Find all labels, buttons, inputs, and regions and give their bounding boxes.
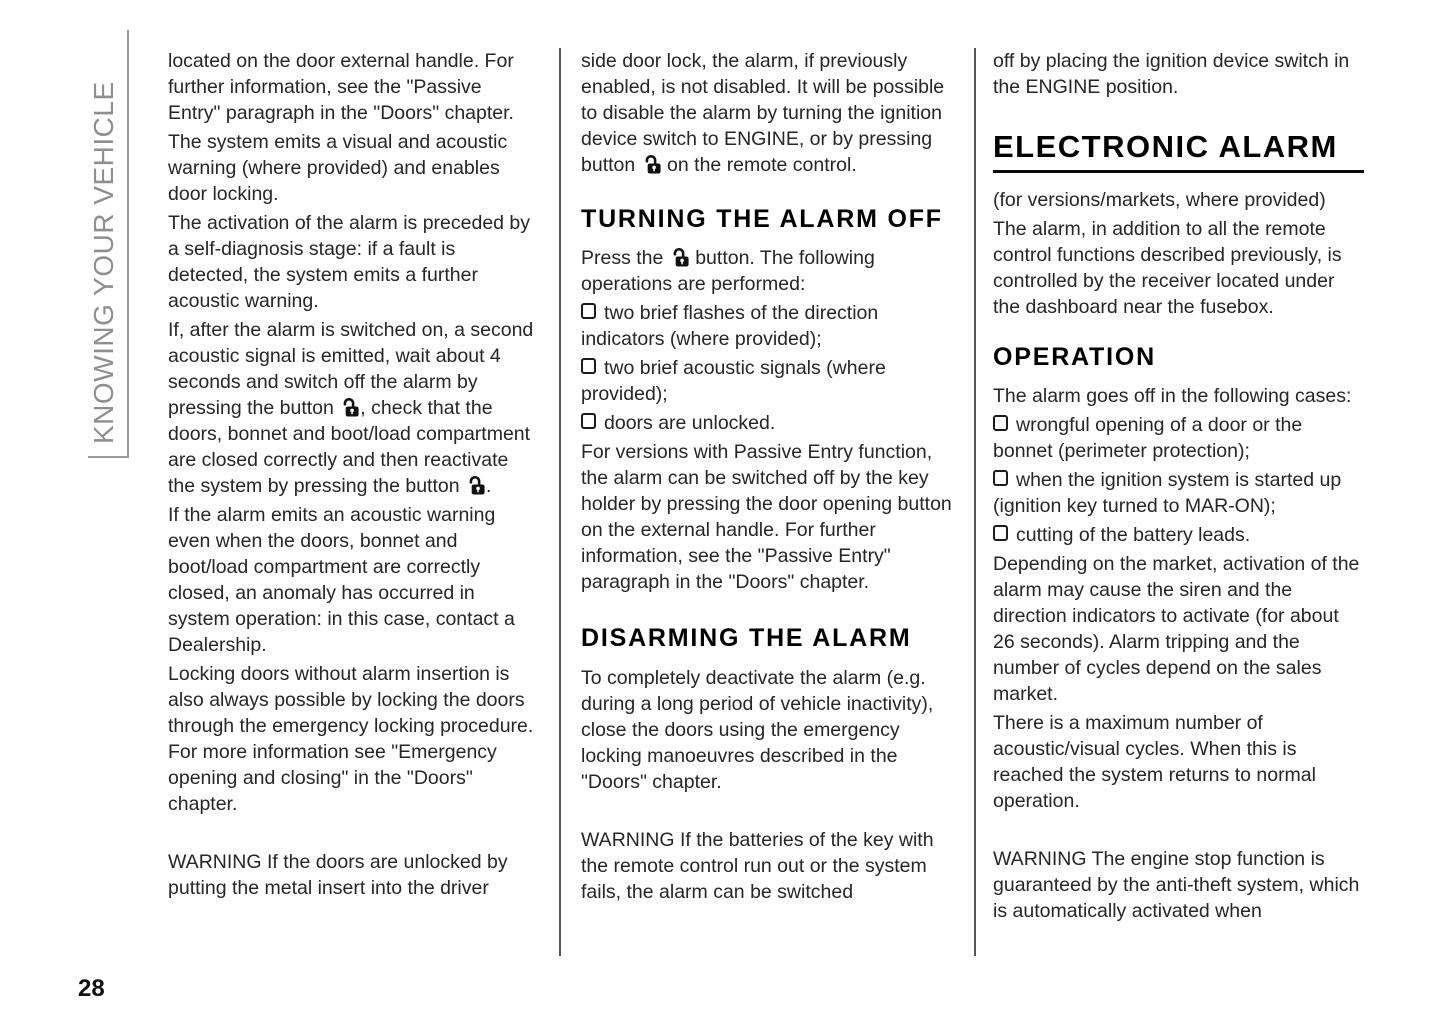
square-bullet-icon (581, 303, 596, 319)
unlock-icon (339, 396, 360, 418)
paragraph: The alarm, in addition to all the remote control functions described previously, is controlled by the receiver located under the dashboard near the fusebox. (993, 218, 1342, 319)
text-segment: , check that the doors, bonnet and boot/load compartment are closed correctly and then reactivate the system by pressing the button (168, 397, 531, 497)
bullet-item (581, 300, 952, 352)
paragraph: To completely deactivate the alarm (e.g. during a long period of vehicle inactivity), close the doors using the emergency locking manoeuvres described in the "Doors" chapter. (581, 666, 934, 793)
section-heading-operation: OPERATION (993, 343, 1156, 372)
column-divider (974, 48, 976, 956)
page-number: 28 (78, 975, 105, 1002)
section-heading-electronic-alarm: ELECTRONIC ALARM (993, 130, 1364, 173)
bullet-text: cutting of the battery leads. (1016, 524, 1251, 547)
bullet-text: wrongful opening of a door or the bonnet (perimeter protection); (993, 414, 1303, 463)
text-segment: button. The following operations are performed: (581, 247, 875, 296)
text-segment: Press the (581, 247, 669, 270)
bullet-item (581, 355, 952, 407)
text-segment: on the remote control. (661, 154, 857, 176)
paragraph (581, 245, 952, 297)
paragraph (168, 317, 539, 499)
text-segment: . (486, 475, 492, 497)
square-bullet-icon (581, 358, 596, 374)
bullet-item (581, 410, 952, 436)
bullet-text: two brief flashes of the direction indicators (where provided); (581, 302, 879, 351)
unlock-icon (641, 153, 662, 175)
paragraph: If the alarm emits an acoustic warning even when the doors, bonnet and boot/load compartment are correctly closed, an anomaly has occurred in system operation: in this case, contact a Dealership. (168, 504, 515, 656)
warning-note: WARNING If the batteries of the key with the remote control run out or the system fails, the alarm can be switched (581, 828, 934, 903)
bullet-item (993, 412, 1364, 464)
text-segment: If, after the alarm is switched on, a second acoustic signal is emitted, wait about 4 seconds and switch off the alarm by pressing the button (168, 319, 534, 419)
section-heading-turning-alarm-off: TURNING THE ALARM OFF (581, 205, 943, 233)
section-heading-disarming-alarm: DISARMING THE ALARM (581, 624, 912, 653)
square-bullet-icon (993, 470, 1008, 486)
unlock-icon (669, 246, 690, 268)
paragraph: (for versions/markets, where provided) (993, 189, 1326, 212)
paragraph: The activation of the alarm is preceded by a self-diagnosis stage: if a fault is detected, the system emits a further acoustic warning. (168, 212, 531, 312)
chapter-label: KNOWING YOUR VEHICLE (88, 30, 129, 458)
paragraph: Locking doors without alarm insertion is also always possible by locking the doors through the emergency locking procedure. For more information see "Emergency opening and closing" in the "Doors" chapter. (168, 663, 534, 815)
text-column-2 (581, 48, 952, 908)
square-bullet-icon (993, 525, 1008, 541)
paragraph: Depending on the market, activation of the alarm may cause the siren and the direction indicators to activate (for about 26 seconds). Alarm tripping and the number of cycles depend on the sales market. (993, 553, 1360, 706)
chapter-sidebar (88, 46, 134, 476)
bullet-text: doors are unlocked. (604, 412, 776, 435)
paragraph: The alarm goes off in the following cases: (993, 385, 1352, 408)
column-divider (559, 48, 561, 956)
bullet-item (993, 467, 1364, 519)
text-column-1 (168, 48, 539, 904)
text-column-3 (993, 48, 1364, 927)
unlock-icon (465, 474, 486, 496)
paragraph: off by placing the ignition device switch in the ENGINE position. (993, 50, 1350, 98)
square-bullet-icon (581, 413, 596, 429)
paragraph: There is a maximum number of acoustic/visual cycles. When this is reached the system returns to normal operation. (993, 712, 1316, 813)
warning-note: WARNING The engine stop function is guaranteed by the anti-theft system, which is automatically activated when (993, 848, 1360, 923)
paragraph (581, 48, 952, 178)
paragraph: The system emits a visual and acoustic warning (where provided) and enables door locking. (168, 131, 508, 205)
bullet-text: when the ignition system is started up (ignition key turned to MAR-ON); (993, 469, 1342, 518)
square-bullet-icon (993, 415, 1008, 431)
paragraph: located on the door external handle. For further information, see the "Passive Entry" paragraph in the "Doors" chapter. (168, 50, 514, 124)
bullet-item (993, 522, 1364, 548)
text-segment: side door lock, the alarm, if previously enabled, is not disabled. It will be possible to disable the alarm by turning the ignition device switch to ENGINE, or by pressing button (581, 50, 945, 176)
paragraph: For versions with Passive Entry function, the alarm can be switched off by the key holder by pressing the door opening button on the external handle. For further information, see the "Passive Entry" paragraph in the "Doors" chapter. (581, 441, 952, 594)
bullet-text: two brief acoustic signals (where provided); (581, 357, 886, 406)
warning-note: WARNING If the doors are unlocked by putting the metal insert into the driver (168, 851, 508, 899)
